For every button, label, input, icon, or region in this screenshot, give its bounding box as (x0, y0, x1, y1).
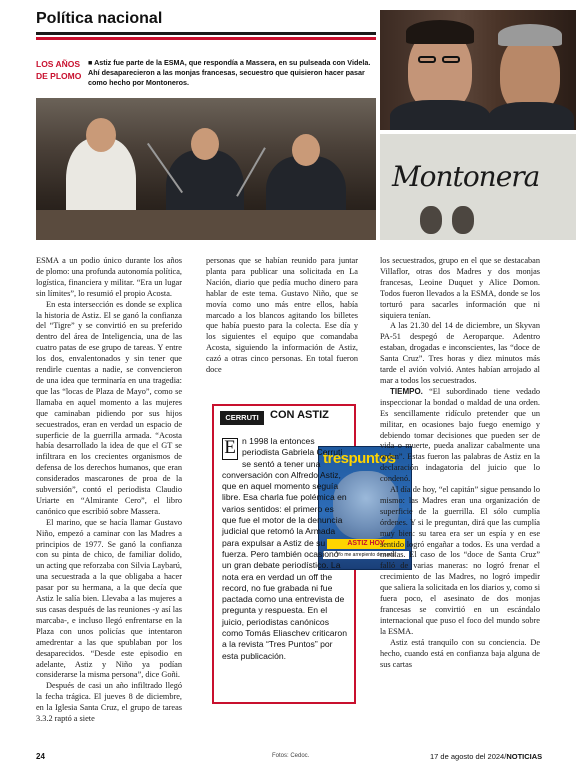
cover-quote: “Yo me arrepiento de nada” (323, 551, 409, 559)
portrait-hair (498, 24, 562, 46)
paragraph: Después de casi un año infiltrado llegó la fecha trágica. El jueves 8 de diciembre, en la Iglesia Santa Cruz, el grupo de tareas 3.3.2 raptó a siete (36, 681, 182, 724)
sidebar-header (214, 406, 354, 426)
paragraph: A las 21.30 del 14 de diciembre, un Skyvan PA-51 despegó de Aeroparque. Adentro estaban, drogadas e inconscientes, las “doce de Santa Cruz”. Tres horas y diez minutos más tarde el avión volvió. Antes habían arrojado al mar a todos los secuestrados. (380, 321, 540, 385)
sidebar-title: CON ASTIZ (270, 409, 329, 421)
kicker: LOS AÑOS DE PLOMO (36, 59, 82, 81)
issue-date: 17 de agosto del 2024 (430, 752, 505, 761)
photo-caption: ■ Astiz fue parte de la ESMA, que respondía a Massera, en su pulseada con Videla. Ahí desaparecieron a las monjas francesas, secuestro que quisieron hacer pasar como hecho por Montoneros. (88, 58, 371, 87)
sidebar-body (222, 436, 350, 662)
paragraph: El marino, que se hacía llamar Gustavo Niño, empezó a caminar con las Madres a principios de 1977. Se ganó la confianza con su pinta de chico, de familiar dolido, un acting que reforzaba con Silvia Laybarú, una secuestrada a la que obligaba a hacer pasar por su hermana, a la que decía que Astiz le salía bien. Llevaba a las mujeres a sus casas después de las reuniones -y así las marcaba-, e incluso llegó enfrentarse en la Plaza con unos policías que intentaron amedrentar a las que spublaban por los desaparecidos. “Desde este episodio en adelante, Astiz y Niño ya podían considerarse la misma persona”, dice Goñi. (36, 517, 182, 680)
page-number: 24 (36, 752, 45, 761)
run-in-head: TIEMPO. (390, 386, 423, 396)
main-photo (36, 98, 376, 240)
sidebar-box (212, 404, 397, 704)
header-rule (36, 32, 376, 35)
paragraph: ESMA a un podio único durante los años de plomo: una profunda autonomía política, logística, financiera y militar. “Era un lugar sin límites”, lo resumió el propio Acosta. (36, 256, 182, 298)
paragraph: En esta intersección es donde se explica la historia de Astiz. El se ganó la confianza del “Tigre” y se convirtió en su preferido dentro del área de Inteligencia, una de las cuatro patas de ese grupo de tareas. Y entre los dos, envalentonados y sin tener que rendirle cuentas a nadie, se convencieron de una idea que terminaría en una tragedia: que las “locas de Plaza de Mayo”, como se llamaba en aquel momento a las mujeres que caminaban pidiendo por sus hijos secuestrados, eran en verdad un espacio de superficie de la guerrilla armada. “Acosta había desarrollado la idea de que el GT se infiltrara en los crecientes organismos de defensa de los derechos humanos, que eran considerados mascarones de proa de la subversión”, contó el periodista Claudio Uriarte en “Almirante Cero”, el libro canónico que escribió sobre Massera. (36, 299, 182, 516)
paragraph: personas que se habían reunido para juntar planta para publicar una solicitada en La Nación, diario que pedía mucho dinero para hablar de este tema. Gustavo Niño, que se movía como uno más entre ellos, había marcado a los blancos agitando los billetes que había puesto para la colecta. Ese día y los siguientes el equipo que comandaba Acosta, siguiendo la información de Astiz, cazó a otras cinco personas. En total fueron doce (206, 256, 358, 375)
column-1 (36, 256, 182, 725)
table (36, 210, 376, 240)
column-3 (380, 256, 540, 670)
column-2 (206, 256, 358, 376)
accent-bar (36, 37, 376, 40)
photo-credit: Fotos: Cedoc. (272, 753, 310, 759)
portrait-hair (406, 20, 474, 44)
portrait-suit (390, 100, 490, 130)
portraits-photo (380, 10, 576, 130)
glasses-icon (442, 56, 460, 63)
paragraph: TIEMPO. “El subordinado tiene vedado inspeccionar la bondad o maldad de una orden. Es sencillamente ridículo pretender que un militar, en ocasiones bajo fuego enemigo y debiendo tomar decisiones que pueden ser de vida o muerte, pueda analizar cabalmente una orden”. Estas fueron las palabras de Astiz en la declaración indagatoria del juicio que lo condenó. (380, 386, 540, 484)
drop-cap: E (222, 438, 238, 460)
figure-head (191, 128, 219, 160)
graffiti-photo (380, 134, 576, 240)
glasses-icon (418, 56, 436, 63)
sidebar-tag: CERRUTI (220, 411, 264, 425)
graffiti-text: Montonera (392, 160, 540, 193)
paragraph: los secuestrados, grupo en el que se destacaban Villaflor, otras dos Madres y dos monjas francesas, Leoine Duquet y Alice Domon. Todos fueron llevados a la ESMA, donde se los torturó para sacarles información que ni siquiera tenían. (380, 256, 540, 320)
figure-head (86, 118, 116, 152)
small-photo (452, 206, 474, 234)
magazine-name: NOTICIAS (506, 752, 543, 761)
sidebar-text: n 1998 la entonces periodista Gabriela Cerruti se sentó a tener una conversación con Alfredo Astiz, que en aquel momento seguía libre. Esa charla fue polémica en varios sentidos: el primero es que fue el motor de la denuncia judicial que retomó la Armada para expulsar a Astiz de su fuerza. Pero también ocasionó un gran debate periodístico. La nota era en verdad un off the record, no fue grabada ni fue pactada como una entrevista de pregunta y respuesta. En el juicio, periodistas canónicos como Tomás Eliaschev criticaron a la revista “Tres Puntos” por esta publicación. (222, 436, 347, 661)
small-photo (420, 206, 442, 234)
portrait-suit (488, 102, 574, 130)
paragraph: Al día de hoy, “el capitán” sigue pensando lo mismo: las Madres eran una organización de superficie de la guerrilla. El sólo cumplía órdenes. Y si le preguntan, dirá que las cumplía muy bien: su tarea era ser un espía y en ese sentido logró engañar a todos. Es una verdad a medias. El caso de los “doce de Santa Cruz” falló de varias maneras: no logró frenar el crecimiento de las Madres, no logró impedir que saliera la solicitada en los diarios y, como si fuera poco, el asesinato de dos monjas francesas se convirtió en un escándalo internacional que puso el foco del mundo sobre la ESMA. (380, 485, 540, 636)
section-title: Política nacional (36, 10, 163, 27)
paragraph: Astiz está tranquilo con su conciencia. De hecho, cuando está en confianza baja alguna de sus cartas (380, 637, 540, 669)
cover-headline: ASTIZ HOY (327, 539, 405, 549)
cover-logo: trespuntos (323, 450, 396, 467)
issue-line: 17 de agosto del 2024/NOTICIAS (430, 752, 543, 761)
figure-head (292, 134, 320, 166)
